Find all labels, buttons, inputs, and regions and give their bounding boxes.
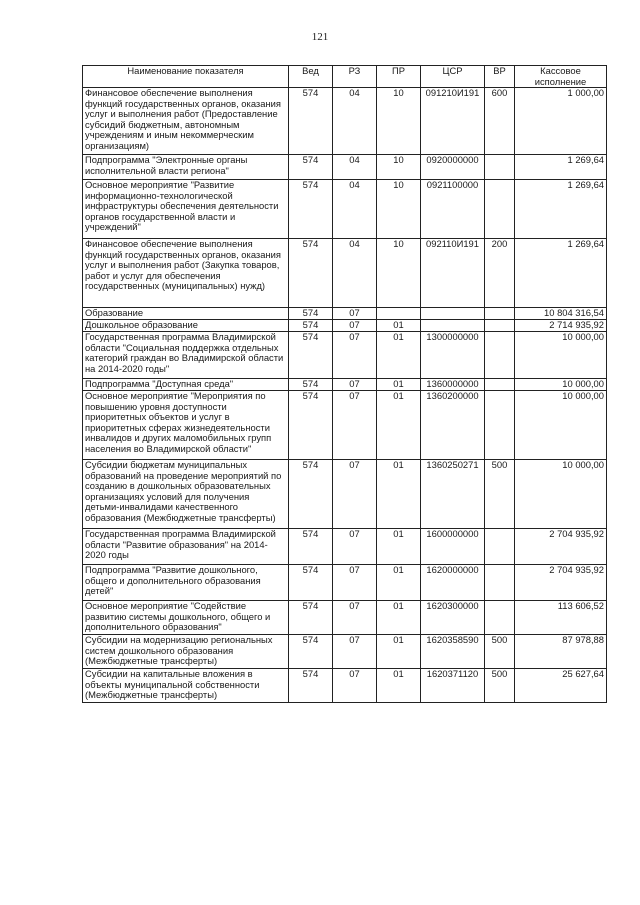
cell-name: Подпрограмма "Доступная среда" [83,379,289,391]
cell-vr [485,565,515,601]
table-row [83,529,607,565]
header-name: Наименование показателя [83,66,289,88]
cell-vr [485,601,515,635]
cell-csr: 1600000000 [421,529,485,565]
cell-amount: 1 269,64 [515,155,607,180]
cell-csr: 1620371120 [421,669,485,703]
page-number: 121 [311,31,329,43]
cell-name: Государственная программа Владимирской области "Развитие образования" на 2014-2020 годы [83,529,289,565]
cell-pr: 01 [377,565,421,601]
cell-vr [485,180,515,239]
cell-rz: 07 [333,565,377,601]
cell-vr: 500 [485,460,515,529]
cell-ved: 574 [289,320,333,332]
header-ved: Вед [289,66,333,88]
cell-vr: 600 [485,88,515,155]
cell-csr: 1620300000 [421,601,485,635]
table-row [83,391,607,460]
cell-csr: 1360000000 [421,379,485,391]
cell-name: Финансовое обеспечение выполнения функций государственных органов, оказания услуг и выполнения работ (Закупка товаров, работ и услуг для обеспечения государственных (муниципальных) нужд) [83,239,289,308]
table-row [83,669,607,703]
cell-rz: 07 [333,601,377,635]
cell-pr: 01 [377,332,421,379]
cell-amount: 10 000,00 [515,391,607,460]
cell-vr [485,379,515,391]
cell-csr [421,320,485,332]
cell-amount: 10 000,00 [515,460,607,529]
cell-name: Основное мероприятие "Содействие развитию системы дошкольного, общего и дополнительного образования" [83,601,289,635]
cell-pr: 01 [377,635,421,669]
cell-vr [485,155,515,180]
cell-vr [485,308,515,320]
table-row [83,635,607,669]
cell-ved: 574 [289,601,333,635]
cell-csr: 092110И191 [421,239,485,308]
cell-csr: 091210И191 [421,88,485,155]
header-vr: ВР [485,66,515,88]
cell-rz: 07 [333,391,377,460]
cell-name: Подпрограмма "Развитие дошкольного, общего и дополнительного образования детей" [83,565,289,601]
cell-ved: 574 [289,529,333,565]
cell-ved: 574 [289,308,333,320]
cell-pr [377,308,421,320]
cell-rz: 07 [333,308,377,320]
cell-ved: 574 [289,155,333,180]
cell-name: Дошкольное образование [83,320,289,332]
cell-vr [485,320,515,332]
cell-amount: 10 000,00 [515,379,607,391]
cell-amount: 87 978,88 [515,635,607,669]
cell-pr: 01 [377,529,421,565]
cell-csr [421,308,485,320]
cell-pr: 01 [377,669,421,703]
header-pr: ПР [377,66,421,88]
cell-amount: 1 000,00 [515,88,607,155]
cell-csr: 1360200000 [421,391,485,460]
cell-pr: 01 [377,601,421,635]
cell-csr: 1620000000 [421,565,485,601]
cell-csr: 1360250271 [421,460,485,529]
header-amount: Кассовое исполнение [515,66,607,88]
header-rz: РЗ [333,66,377,88]
cell-vr [485,529,515,565]
cell-vr [485,332,515,379]
cell-rz: 07 [333,379,377,391]
cell-pr: 10 [377,155,421,180]
cell-rz: 07 [333,332,377,379]
cell-pr: 10 [377,180,421,239]
table-row [83,460,607,529]
cell-ved: 574 [289,460,333,529]
cell-name: Субсидии на капитальные вложения в объекты муниципальной собственности (Межбюджетные трансферты) [83,669,289,703]
cell-rz: 07 [333,669,377,703]
cell-ved: 574 [289,379,333,391]
table-row [83,155,607,180]
table-row [83,332,607,379]
table-header-row [83,66,607,88]
cell-ved: 574 [289,391,333,460]
cell-name: Подпрограмма "Электронные органы исполнительной власти региона" [83,155,289,180]
cell-amount: 10 000,00 [515,332,607,379]
cell-ved: 574 [289,565,333,601]
table-row [83,320,607,332]
cell-rz: 04 [333,180,377,239]
cell-vr: 500 [485,635,515,669]
cell-name: Образование [83,308,289,320]
cell-csr: 0920000000 [421,155,485,180]
cell-name: Государственная программа Владимирской области "Социальная поддержка отдельных категорий граждан во Владимирской области на 2014-2020 годы" [83,332,289,379]
cell-ved: 574 [289,332,333,379]
header-csr: ЦСР [421,66,485,88]
cell-ved: 574 [289,239,333,308]
cell-pr: 10 [377,88,421,155]
cell-rz: 04 [333,155,377,180]
cell-name: Финансовое обеспечение выполнения функций государственных органов, оказания услуг и выполнения работ (Предоставление субсидий бюджетным, автономным учреждениям и иным некоммерческим организациям) [83,88,289,155]
budget-execution-table [82,65,607,703]
cell-csr: 0921100000 [421,180,485,239]
table-row [83,379,607,391]
cell-vr: 500 [485,669,515,703]
table-row [83,88,607,155]
table-row [83,308,607,320]
cell-pr: 01 [377,379,421,391]
table-row [83,239,607,308]
cell-pr: 01 [377,460,421,529]
cell-pr: 01 [377,320,421,332]
cell-vr: 200 [485,239,515,308]
cell-amount: 25 627,64 [515,669,607,703]
cell-rz: 07 [333,529,377,565]
cell-pr: 10 [377,239,421,308]
cell-csr: 1620358590 [421,635,485,669]
table-row [83,565,607,601]
cell-ved: 574 [289,669,333,703]
table-row [83,180,607,239]
cell-amount: 113 606,52 [515,601,607,635]
cell-rz: 07 [333,320,377,332]
cell-name: Основное мероприятие "Мероприятия по повышению уровня доступности приоритетных объектов и услуг в приоритетных сферах жизнедеятельности инвалидов и других маломобильных групп населения во Владимирской области" [83,391,289,460]
cell-rz: 07 [333,635,377,669]
cell-pr: 01 [377,391,421,460]
cell-ved: 574 [289,635,333,669]
cell-ved: 574 [289,180,333,239]
cell-amount: 1 269,64 [515,239,607,308]
cell-vr [485,391,515,460]
cell-amount: 2 714 935,92 [515,320,607,332]
cell-amount: 2 704 935,92 [515,529,607,565]
cell-amount: 10 804 316,54 [515,308,607,320]
cell-name: Субсидии на модернизацию региональных систем дошкольного образования (Межбюджетные трансферты) [83,635,289,669]
table-row [83,601,607,635]
cell-rz: 04 [333,239,377,308]
cell-name: Субсидии бюджетам муниципальных образований на проведение мероприятий по созданию в дошкольных образовательных организациях условий для получения детьми-инвалидами качественного образования (Межбюджетные трансферты) [83,460,289,529]
cell-rz: 07 [333,460,377,529]
cell-name: Основное мероприятие "Развитие информационно-технологической инфраструктуры обеспечения деятельности органов государственной власти и учреждений" [83,180,289,239]
cell-rz: 04 [333,88,377,155]
cell-amount: 1 269,64 [515,180,607,239]
cell-csr: 1300000000 [421,332,485,379]
cell-amount: 2 704 935,92 [515,565,607,601]
cell-ved: 574 [289,88,333,155]
